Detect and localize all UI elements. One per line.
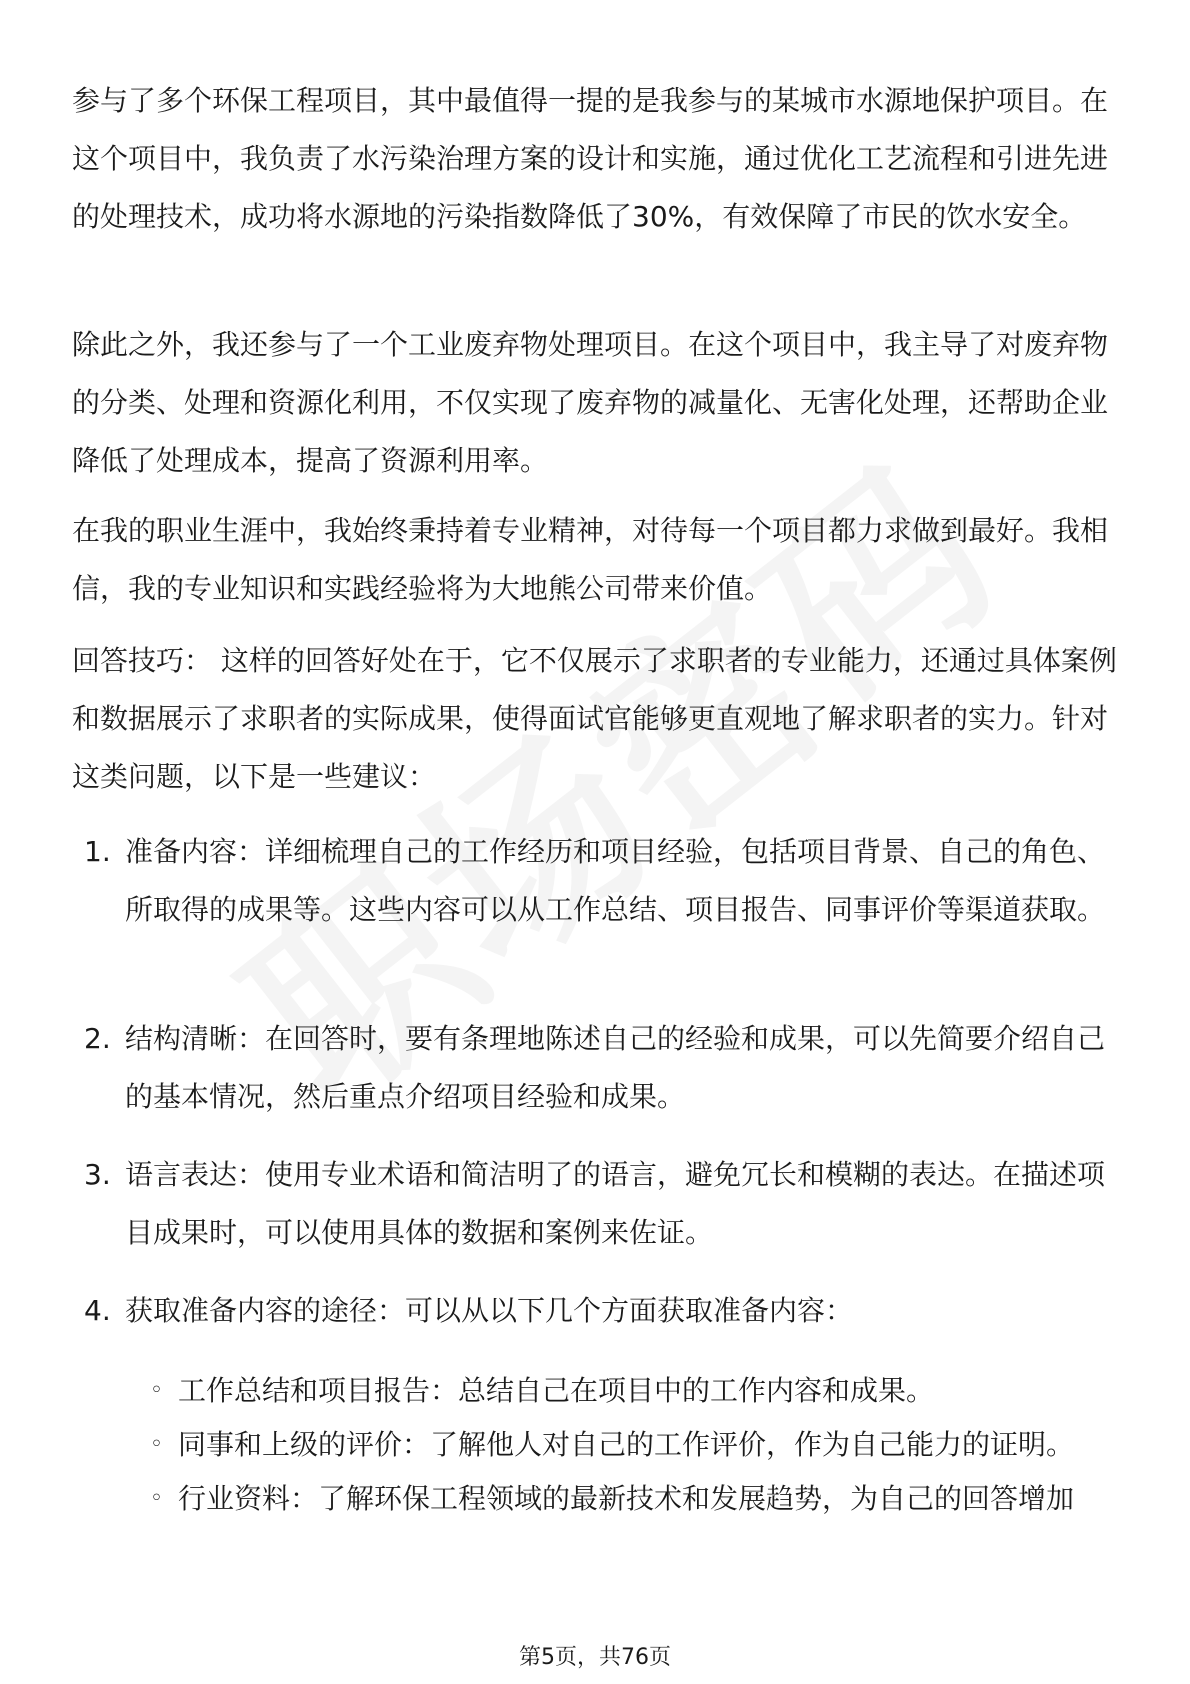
hollow-bullet-icon: ◦: [150, 1486, 163, 1511]
paragraph-1: 参与了多个环保工程项目，其中最值得一提的是我参与的某城市水源地保护项目。在这个项目中，我负责了水污染治理方案的设计和实施，通过优化工艺流程和引进先进的处理技术，成功将水源地的污染指数降低了30%，有效保障了市民的饮水安全。: [72, 84, 1109, 233]
hollow-bullet-icon: ◦: [150, 1378, 163, 1403]
list-item-2: [72, 1010, 1122, 1126]
sub-list-item-2: [150, 1416, 1130, 1474]
list-text: 语言表达：使用专业术语和简洁明了的语言，避免冗长和模糊的表达。在描述项目成果时，可以使用具体的数据和案例来佐证。: [125, 1158, 1106, 1249]
list-number: 4.: [84, 1294, 111, 1327]
list-number: 3.: [84, 1158, 111, 1191]
list-item-1: [72, 823, 1122, 939]
sub-list-text: 工作总结和项目报告：总结自己在项目中的工作内容和成果。: [178, 1374, 935, 1407]
list-text: 获取准备内容的途径：可以从以下几个方面获取准备内容：: [125, 1294, 854, 1327]
page-footer: 第5页，共76页: [519, 1645, 671, 1670]
list-number: 1.: [84, 835, 111, 868]
paragraph-2: 除此之外，我还参与了一个工业废弃物处理项目。在这个项目中，我主导了对废弃物的分类、处理和资源化利用，不仅实现了废弃物的减量化、无害化处理，还帮助企业降低了处理成本，提高了资源利用率。: [72, 328, 1109, 477]
hollow-bullet-icon: ◦: [150, 1432, 163, 1457]
list-text: 准备内容：详细梳理自己的工作经历和项目经验，包括项目背景、自己的角色、所取得的成果等。这些内容可以从工作总结、项目报告、同事评价等渠道获取。: [125, 835, 1106, 926]
sub-list-text: 行业资料：了解环保工程领域的最新技术和发展趋势，为自己的回答增加: [178, 1482, 1075, 1515]
sub-list-item-3: [150, 1470, 1130, 1528]
partial-top-line: [72, 0, 1122, 22]
sub-list-item-1: [150, 1362, 1130, 1420]
list-number: 2.: [84, 1022, 111, 1055]
partial-top-line-text: [72, 0, 1122, 14]
paragraph-3: 在我的职业生涯中，我始终秉持着专业精神，对待每一个项目都力求做到最好。我相信，我的专业知识和实践经验将为大地熊公司带来价值。: [72, 514, 1109, 605]
sub-list-text: 同事和上级的评价：了解他人对自己的工作评价，作为自己能力的证明。: [178, 1428, 1075, 1461]
list-item-4: [72, 1282, 1122, 1340]
paragraph-answer-tips: 回答技巧： 这样的回答好处在于，它不仅展示了求职者的专业能力，还通过具体案例和数据展示了求职者的实际成果，使得面试官能够更直观地了解求职者的实力。针对这类问题，以下是一些建议：: [72, 644, 1117, 793]
list-text: 结构清晰：在回答时，要有条理地陈述自己的经验和成果，可以先简要介绍自己的基本情况，然后重点介绍项目经验和成果。: [125, 1022, 1106, 1113]
list-item-3: [72, 1146, 1122, 1262]
